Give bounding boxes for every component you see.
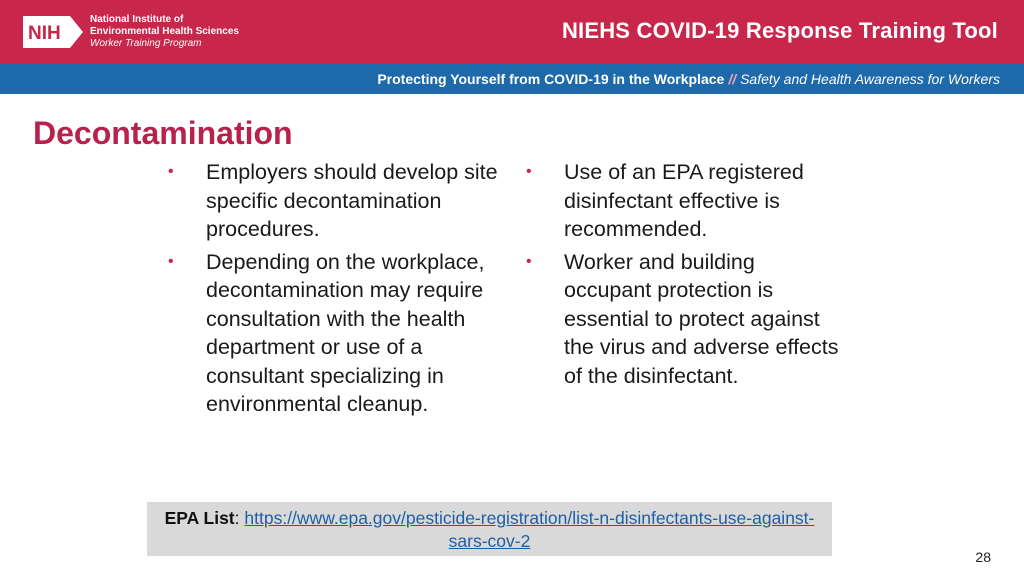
slide-title: Decontamination <box>33 115 293 151</box>
left-bullet-list <box>168 158 513 423</box>
org-line2: Environmental Health Sciences <box>90 26 239 37</box>
bullet-text: Employers should develop site specific decontamination procedures. <box>206 160 498 241</box>
subtitle-main: Protecting Yourself from COVID-19 in the Workplace <box>377 71 725 87</box>
org-line1: National Institute of <box>90 14 184 25</box>
list-item <box>168 248 513 419</box>
org-name <box>90 14 239 50</box>
bullet-text: Worker and building occupant protection is essential to protect against the virus and adverse effects of the disinfectant. <box>564 249 839 388</box>
bullet-icon: • <box>526 252 532 270</box>
subtitle-separator: // <box>728 71 737 87</box>
bullet-text: Depending on the workplace, decontamination may require consultation with the health department or use of a consultant specializing in environmental cleanup. <box>206 249 485 416</box>
org-line3: Worker Training Program <box>90 38 202 49</box>
epa-list-colon: : <box>234 508 240 528</box>
subtitle-band <box>0 64 1024 94</box>
subtitle <box>377 71 1000 87</box>
bullet-icon: • <box>168 163 174 180</box>
nih-logo-text: NIH <box>28 23 61 44</box>
nih-badge-icon <box>22 15 84 49</box>
list-item <box>526 248 846 391</box>
tool-title: NIEHS COVID-19 Response Training Tool <box>561 18 998 43</box>
epa-list-label: EPA List <box>164 508 235 528</box>
bullet-icon: • <box>526 163 532 180</box>
epa-list-link[interactable]: https://www.epa.gov/pesticide-registration/list-n-disinfectants-use-against-sars-cov-2 <box>244 508 815 551</box>
header-band <box>0 0 1024 64</box>
list-item <box>168 158 513 244</box>
page-number: 28 <box>975 549 991 565</box>
bullet-text: Use of an EPA registered disinfectant effective is recommended. <box>564 160 804 241</box>
bullet-icon: • <box>168 252 174 270</box>
right-bullet-list <box>526 158 846 394</box>
epa-list-box <box>147 502 832 556</box>
list-item <box>526 158 846 244</box>
nih-logo[interactable] <box>22 12 239 52</box>
subtitle-tagline: Safety and Health Awareness for Workers <box>740 71 1000 87</box>
